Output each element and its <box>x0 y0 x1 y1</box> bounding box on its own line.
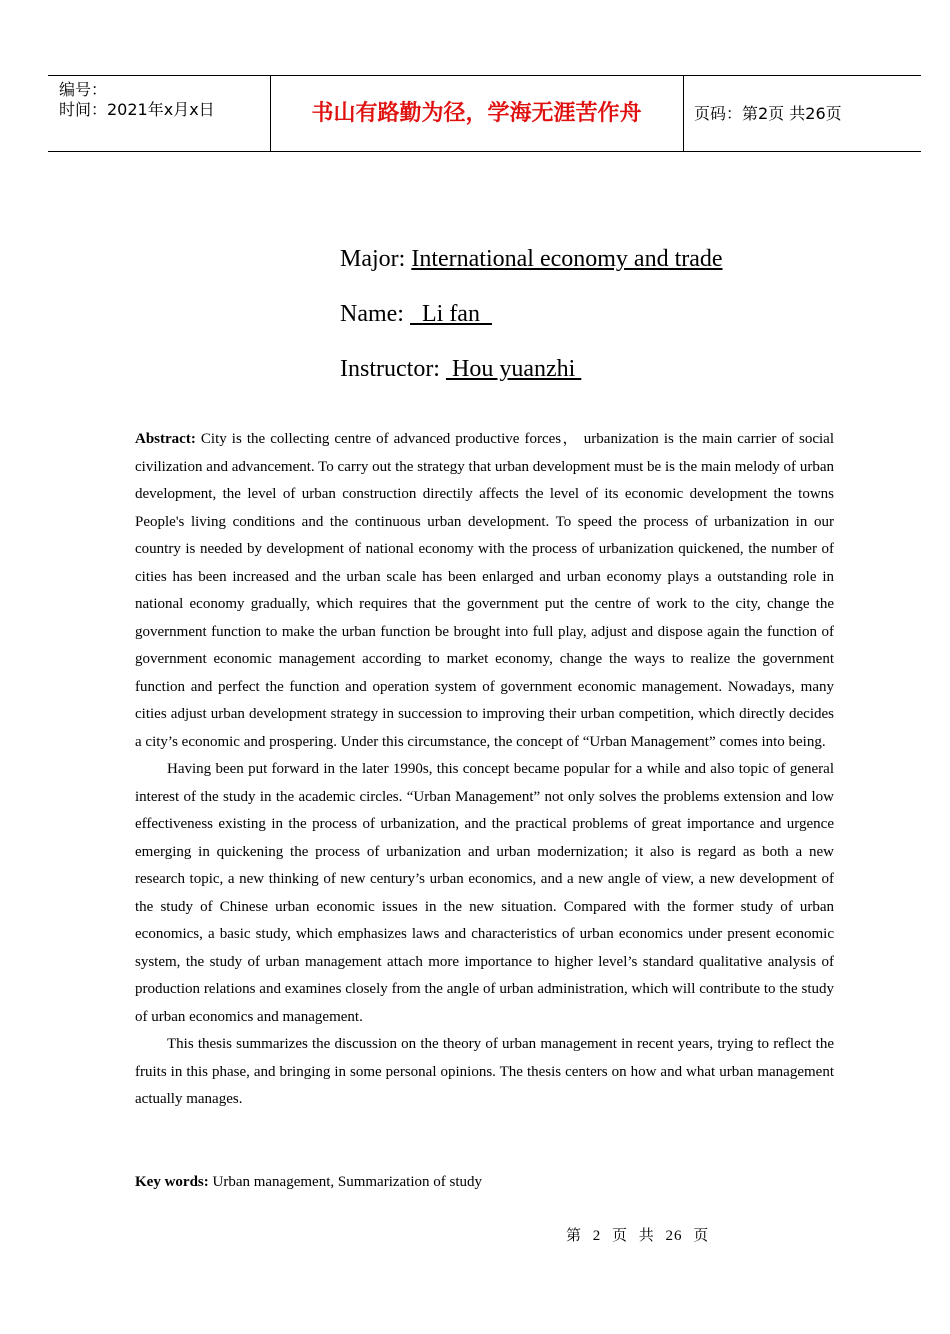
footer-page-number: 2 <box>592 1228 602 1244</box>
abstract-text-1: City is the collecting centre of advanced productive forces， urbanization is the main carrier of social civilization and advancement. To carry out the strategy that urban development must be is the main melody of urban development, the level of urban construction directily affects the level of its economic development the towns People's living conditions and the continuous urban development. To speed the process of urbanization in our country is needed by development of national economy with the process of urbanization quickened, the number of cities has been increased and the urban scale has been enlarged and urban economy plays a outstanding role in national economy gradually, which requires that the government put the centre of work to the city, change the government function to make the urban function be brought into full play, adjust and dispose again the function of government economic management according to market economy, change the ways to realize the government function and perfect the function and operation system of government economic management. Nowadays, many cities adjust urban development strategy in succession to improving their urban competition, which directly decides a city’s economic and prospering. Under this circumstance, the concept of “Urban Management” comes into being. <box>135 431 834 750</box>
page-footer <box>566 1225 715 1247</box>
footer-text-4: 页 <box>693 1228 710 1244</box>
abstract-paragraph-3: This thesis summarizes the discussion on the theory of urban management in recent years, trying to reflect the fruits in this phase, and bringing in some personal opinions. The thesis centers on how and what urban management actually manages. <box>135 1036 834 1107</box>
major-line <box>340 244 723 274</box>
major-value: International economy and trade <box>411 246 723 272</box>
major-label: Major: <box>340 246 406 272</box>
abstract-paragraph-2: Having been put forward in the later 1990s, this concept became popular for a while and also topic of general interest of the study in the academic circles. “Urban Management” not only solves the problems extension and low effectiveness existing in the process of urbanization, and the practical problems of great importance and urgence emerging in quickening the process of urbanization and urban modernization; it also is regard as both a new research topic, a new thinking of new century’s urban economics, and a new angle of view, a new development of the study of Chinese urban economic issues in the new situation. Compared with the former study of urban economics, a basic study, which emphasizes laws and characteristics of urban economics under present economic system, the study of urban management attach more importance to higher level’s standard qualitative analysis of production relations and examines closely from the angle of urban administration, which will contribute to the study of urban economics and management. <box>135 761 834 1025</box>
footer-text-1: 第 <box>566 1228 583 1244</box>
page-header <box>48 75 921 152</box>
instructor-value: Hou yuanzhi <box>445 356 582 382</box>
footer-text-3: 共 <box>638 1228 655 1244</box>
name-line <box>340 299 492 329</box>
instructor-line <box>340 354 581 384</box>
keywords-label: Key words: <box>135 1174 209 1190</box>
footer-text-2: 页 <box>612 1228 629 1244</box>
header-page-cell <box>684 76 921 151</box>
abstract-section <box>135 426 834 1114</box>
name-value: Li fan <box>409 301 492 327</box>
abstract-paragraph-1 <box>135 426 834 756</box>
keywords-value: Urban management, Summarization of study <box>212 1174 483 1190</box>
abstract-label: Abstract: <box>135 431 196 447</box>
instructor-label: Instructor: <box>340 356 440 382</box>
page-info: 页码：第2页 共26页 <box>694 104 842 123</box>
footer-total-pages: 26 <box>665 1228 683 1244</box>
keywords-line <box>135 1169 482 1197</box>
name-label: Name: <box>340 301 404 327</box>
header-left-cell <box>48 76 271 151</box>
serial-label: 编号： <box>59 80 108 99</box>
motto: 书山有路勤为径，学海无涯苦作舟 <box>311 101 642 126</box>
time-label: 时间：2021年x月x日 <box>59 100 215 119</box>
header-motto-cell <box>270 76 684 151</box>
